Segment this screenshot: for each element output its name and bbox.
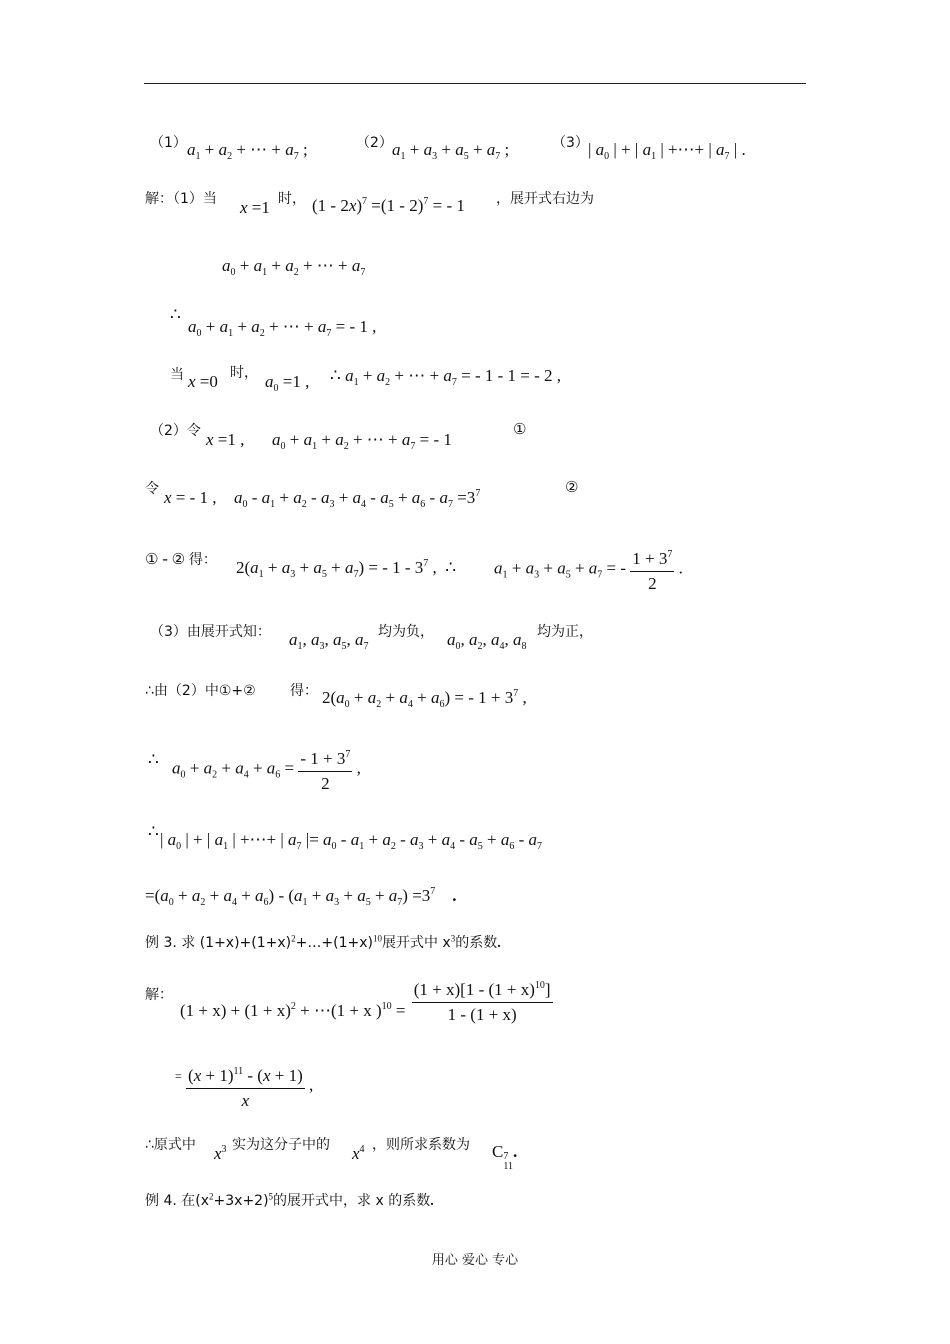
- text-shi: 时，: [278, 191, 306, 207]
- ex4-part2: +3x+2): [213, 1193, 269, 1209]
- marker-1: ①: [513, 420, 527, 438]
- expr-x1b: x =1 ,: [206, 430, 245, 449]
- marker-2: ②: [565, 478, 579, 496]
- therefore-3: ∴: [148, 822, 159, 841]
- text-orig: ∴原式中: [145, 1137, 196, 1153]
- expr-sum-minus2: ∴ $a_1 + a_2$ + ⋯ + $a_7$ = - 1 - 1 = - 2 ,: [330, 366, 562, 388]
- expr-even-result: $a_0 + a_2 + a_4 + a_6$ = $\frac{- 1 + 3^7}{2}$ ,: [172, 745, 361, 794]
- expr-abs-sum: | $a_0$ | + | $a_1$ | +⋯+ | $a_7$ |= $a_0 - a_1 + a_2 - a_3 + a_4 - a_5 + a_6 - a_7$: [160, 830, 543, 852]
- header-rule: [144, 83, 806, 84]
- text-de2: 得：: [290, 683, 318, 699]
- expr-odd-result: $a_1 + a_3 + a_5 + a_7$ = - $\frac{1 + 3^7}{2}$ .: [494, 545, 683, 594]
- solution-label: 解：（1）当: [145, 191, 217, 207]
- expr-eq2: $a_0 - a_1 + a_2 - a_3 + a_4 - a_5 + a_6 - a_7 =3^7$: [234, 488, 481, 510]
- expr-2odd: $2(a_1 + a_3 + a_5 + a_7)$ = - $1 - 3^7$ , ∴: [236, 558, 457, 580]
- expr-a0: $a_0 =1$ ,: [265, 372, 310, 394]
- text-ling: （2）令: [150, 423, 201, 439]
- expr-x0: x =0: [188, 372, 218, 391]
- label-q2: （2）: [356, 135, 393, 151]
- expr-sum-all: $a_0 + a_1 + a_2$ + ⋯ + $a_7$: [222, 256, 366, 278]
- expr-ex3-sum: $(1 + x) + (1 + x)^2$ + ⋯(1 + x )$^{10}$ = $\frac{(1 + x)[1 - (1 + x)^{10}]}{1 - (1 + x)}$: [180, 976, 553, 1025]
- therefore-symbol: ∴: [170, 305, 181, 324]
- ex3-part3: 展开式中 x: [381, 935, 451, 951]
- expr-2even: $2(a_0 + a_2 + a_4 + a_6)$ = - $1 + 3^7$ ,: [322, 688, 527, 710]
- expr-q2: $a_1 + a_3 + a_5 + a_7$ ;: [392, 140, 510, 162]
- expr-binom: C 7 11 .: [492, 1142, 518, 1172]
- text-part3: （3）由展开式知：: [150, 624, 271, 640]
- expr-x3: $x^3$: [214, 1144, 227, 1163]
- marker-1b: ①: [145, 550, 159, 568]
- ex3-part4: 的系数: [455, 935, 498, 951]
- text-neg: 均为负，: [378, 624, 434, 640]
- label-q2-wrap: [356, 132, 393, 152]
- therefore-2: ∴: [148, 750, 159, 769]
- label-q3-wrap: [552, 132, 589, 152]
- expr-sum-eq: ∴ $a_0 + a_1 + a_2$ + ⋯ + $a_7$ = - 1 ,: [170, 305, 377, 339]
- ex3-part1: 例 3. 求 (1+x)+(1+x): [145, 935, 292, 951]
- example-4-title: 例 4. 在$(x^2+3x+2)^5$的展开式中，求 x 的系数.: [145, 1191, 434, 1209]
- expr-odd-terms: $a_1$, $a_3$, $a_5$, $a_7$: [289, 630, 369, 652]
- ex4-part3: 的展开式中，求 x 的系数: [273, 1193, 431, 1209]
- page-footer: 用心 爱心 专心: [431, 1253, 519, 1268]
- example-3-title: 例 3. 求 $(1+x)+(1+x)^2+\dots+(1+x)^{10}$展开式中 $x^3$的系数.: [145, 933, 501, 951]
- expr-eq1: $a_0 + a_1 + a_2$ + ⋯ + $a_7$ = - 1: [272, 430, 452, 452]
- label-q3: （3）: [552, 135, 589, 151]
- expr-abs-result: $=(a_0 + a_2 + a_4 + a_6) - (a_1 + a_3 + a_5 + a_7) =3^7$ .: [145, 886, 457, 908]
- ex3-part2: +…+(1+x): [295, 935, 373, 951]
- expr-even-terms: $a_0$, $a_2$, $a_4$, $a_8$: [447, 630, 527, 652]
- expr-q1: $a_1 + a_2$ + ⋯ + $a_7$ ;: [187, 140, 308, 162]
- conclusion-row: [145, 1134, 196, 1154]
- text-ling2: 令: [145, 481, 159, 497]
- expr-x1: x =1: [240, 198, 270, 217]
- text-shi2: 时，: [230, 365, 258, 381]
- label-q1: （1）: [150, 135, 187, 151]
- marker-2b: ②: [171, 550, 186, 568]
- text-sol2: 解：: [145, 987, 173, 1003]
- ex4-part1: 例 4. 在(x: [145, 1193, 210, 1209]
- expr-q3: | $a_0$ | + | $a_1$ | +⋯+ | $a_7$ | .: [588, 140, 746, 162]
- text-pos: 均为正，: [537, 624, 593, 640]
- expr-ex3-simplified: = $\frac{(x + 1)^{11} - (x + 1)}{x}$ ,: [175, 1062, 313, 1111]
- minus-sign: -: [162, 549, 168, 568]
- expr-eval: (1 - 2x)$^7$ =(1 - 2)$^7$ = - 1: [312, 196, 465, 215]
- text-dang: 当: [170, 367, 184, 383]
- text-from2: ∴由（2）中①+②: [145, 683, 256, 699]
- op-row: [145, 549, 217, 569]
- text-orig2: 实为这分子中的: [232, 1137, 330, 1153]
- text-right: ，展开式右边为: [496, 191, 594, 207]
- expr-x4: $x^4$: [352, 1144, 365, 1163]
- text-orig3: ，则所求系数为: [372, 1137, 470, 1153]
- text-de: 得：: [188, 552, 217, 568]
- question-row: [150, 132, 187, 152]
- expr-xm1: x = - 1 ,: [164, 488, 217, 507]
